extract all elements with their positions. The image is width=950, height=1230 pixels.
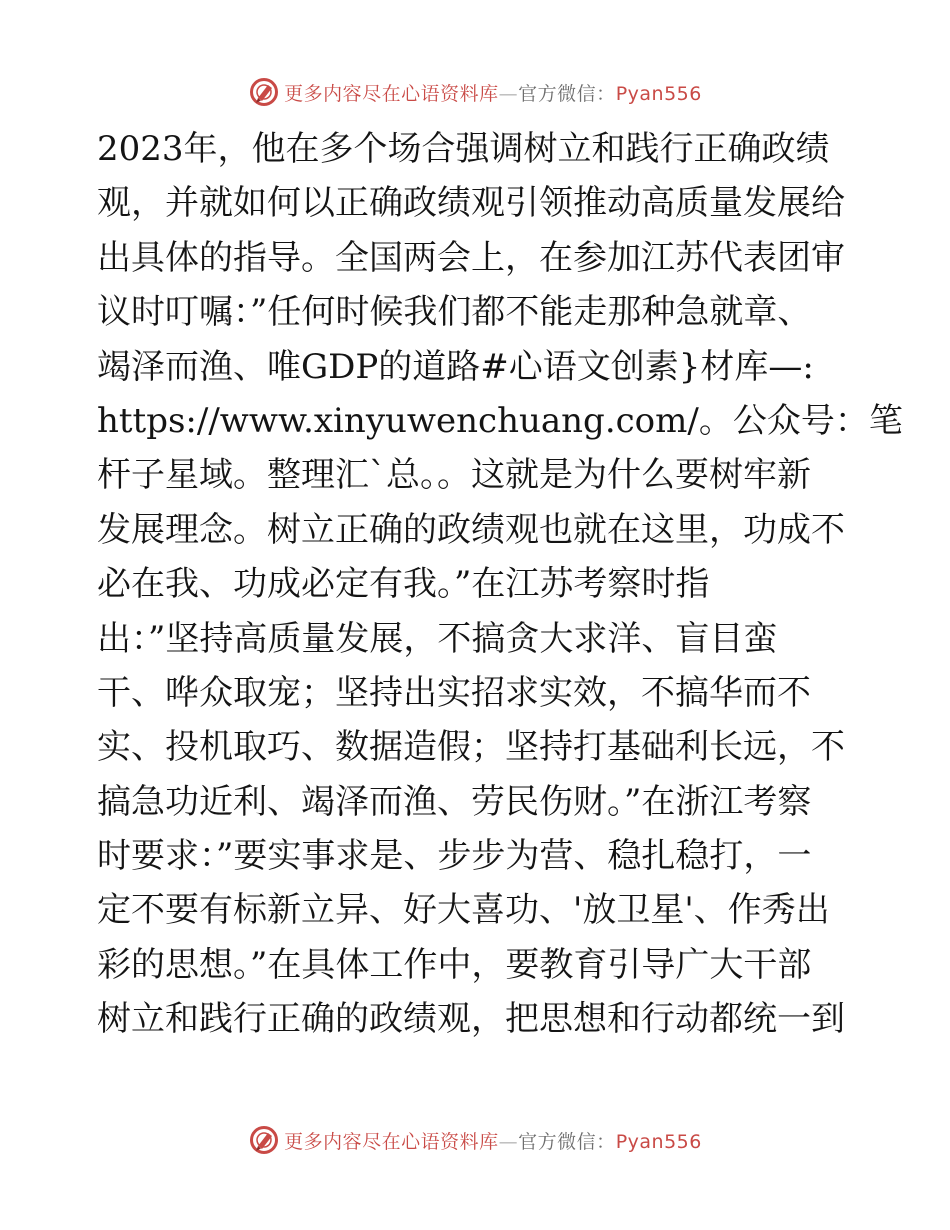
body-line: 时要求：”要实事求是、步步为营、稳扎稳打，一	[97, 836, 812, 877]
header-site-text: 更多内容尽在心语资料库	[284, 82, 499, 105]
document-body	[97, 122, 903, 1047]
body-line: 必在我、功成必定有我。”在江苏考察时指	[97, 564, 710, 605]
footer-banner-text	[284, 1127, 702, 1154]
body-line: 出具体的指导。全国两会上，在参加江苏代表团审	[97, 237, 845, 278]
body-line: 议时叮嘱：”任何时候我们都不能走那种急就章、	[97, 292, 812, 333]
body-line: 干、哗众取宠；坚持出实招求实效，不搞华而不	[97, 672, 811, 713]
body-line: 杆子星域。整理汇`总。。这就是为什么要树牢新	[97, 455, 811, 496]
body-line: 竭泽而渔、唯GDP的道路#心语文创素}材库—:	[97, 346, 814, 387]
footer-banner	[0, 1120, 950, 1160]
body-line: 彩的思想。”在具体工作中，要教育引导广大干部	[97, 944, 812, 985]
body-line: 实、投机取巧、数据造假；坚持打基础利长远，不	[97, 727, 845, 768]
footer-site-text: 更多内容尽在心语资料库	[284, 1130, 499, 1153]
footer-separator: —	[498, 1130, 519, 1153]
body-line: 出：”坚持高质量发展，不搞贪大求洋、盲目蛮	[97, 618, 778, 659]
pen-nib-circle-icon	[248, 1124, 280, 1156]
pen-nib-circle-icon	[248, 76, 280, 108]
header-wechat-id: Pyan556	[615, 82, 702, 105]
footer-official-label: 官方微信：	[518, 1130, 616, 1153]
header-separator: —	[498, 82, 519, 105]
body-line: 观，并就如何以正确政绩观引领推动高质量发展给	[97, 183, 845, 224]
header-official-label: 官方微信：	[518, 82, 616, 105]
body-line: 树立和践行正确的政绩观，把思想和行动都统一到	[97, 999, 845, 1040]
header-banner	[0, 72, 950, 112]
body-line: 搞急功近利、竭泽而渔、劳民伤财。”在浙江考察	[97, 781, 812, 822]
body-line: 发展理念。树立正确的政绩观也就在这里，功成不	[97, 509, 845, 550]
body-line: 定不要有标新立异、好大喜功、'放卫星'、作秀出	[97, 890, 830, 931]
body-line: https://www.xinyuwenchuang.com/。公众号：笔	[97, 400, 903, 441]
footer-wechat-id: Pyan556	[615, 1130, 702, 1153]
body-line: 2023年，他在多个场合强调树立和践行正确政绩	[97, 129, 830, 169]
header-banner-text	[284, 79, 702, 106]
